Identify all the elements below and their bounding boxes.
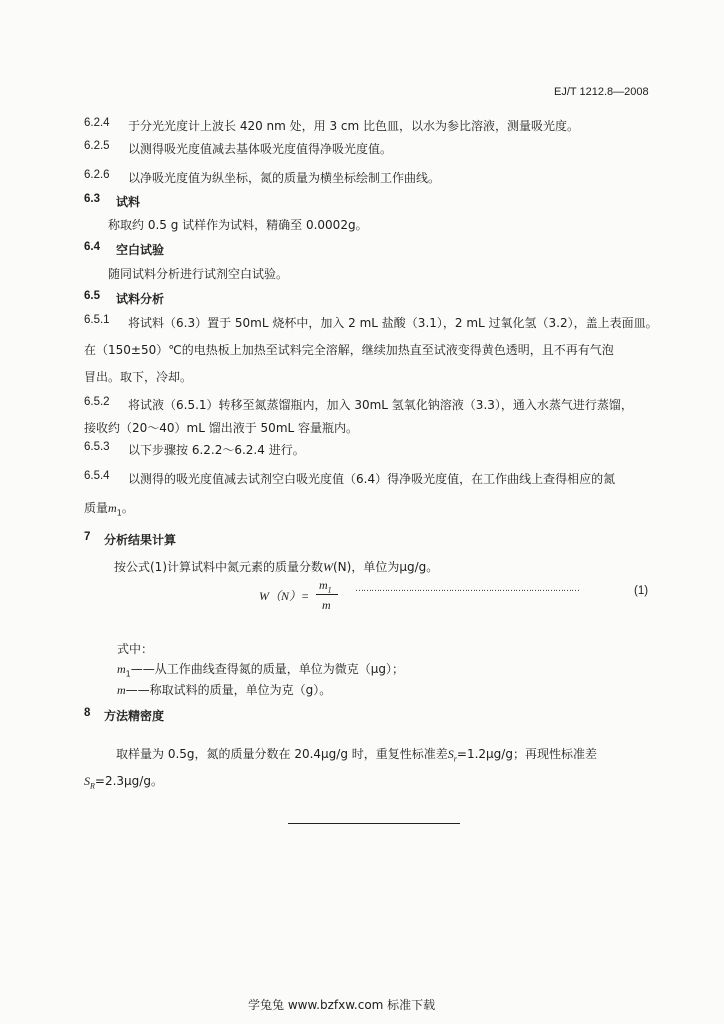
var-S: S: [447, 747, 454, 761]
clause-text: 接收约（20～40）mL 馏出液于 50mL 容量瓶内。: [84, 421, 359, 435]
clause-number: 6.2.6: [84, 169, 110, 181]
clause-text: 以测得的吸光度值减去试剂空白吸光度值（6.4）得净吸光度值，在工作曲线上查得相应的氮: [128, 472, 616, 486]
section-title: 方法精密度: [104, 709, 165, 723]
intro-post: (N)，单位为μg/g。: [333, 560, 439, 574]
where-text: ——称取试料的质量，单位为克（g）。: [125, 683, 332, 697]
section-body: 称取约 0.5 g 试样作为试料，精确至 0.0002g。: [108, 218, 368, 232]
clause-number: 6.2.5: [84, 140, 110, 152]
section-body: 随同试料分析进行试剂空白试验。: [108, 267, 289, 281]
section-body: [116, 745, 597, 763]
clause-text: 以测得吸光度值减去基体吸光度值得净吸光度值。: [128, 142, 393, 156]
clause-text: 以净吸光度值为纵坐标，氮的质量为横坐标绘制工作曲线。: [128, 171, 441, 185]
where-label: 式中：: [117, 642, 154, 656]
clause-text: 将试料（6.3）置于 50mL 烧杯中，加入 2 mL 盐酸（3.1），2 mL 过氧化氢（3.2），盖上表面皿。: [128, 316, 658, 330]
section-number: 6.3: [84, 193, 100, 205]
section-title: 试料: [116, 195, 141, 209]
formula-denominator: m: [322, 598, 331, 612]
clause-text: 将试液（6.5.1）转移至氮蒸馏瓶内，加入 30mL 氢氧化钠溶液（3.3），通入水蒸气进行蒸馏，: [128, 398, 633, 412]
var-m: m: [117, 683, 126, 697]
var-S: S: [84, 774, 90, 788]
formula-lhs: W（N）=: [259, 589, 310, 603]
precision-post: =2.3μg/g。: [94, 774, 163, 788]
formula-m: m: [319, 578, 328, 592]
section-body: [84, 772, 163, 790]
formula-sub: 1: [327, 585, 332, 595]
footer-watermark: 学兔兔 www.bzfxw.com 标准下载: [248, 998, 436, 1012]
var-W: W: [323, 560, 333, 574]
var-m: m: [117, 662, 126, 676]
clause-text: 在（150±50）℃的电热板上加热至试料完全溶解，继续加热直至试液变得黄色透明，且不再有气泡: [84, 343, 614, 357]
var-subscript: r: [453, 754, 457, 764]
section-body: [114, 558, 438, 575]
var-subscript: 1: [116, 508, 122, 518]
clause-text: 以下步骤按 6.2.2～6.2.4 进行。: [128, 443, 305, 457]
text-prefix: 质量: [84, 501, 109, 515]
leader-dots: …………………………………………………………………………: [355, 584, 579, 594]
formula-label: (1): [634, 585, 649, 597]
precision-post: =1.2μg/g；再现性标准差: [456, 747, 597, 761]
clause-number: 6.5.1: [84, 314, 110, 326]
fraction-bar: [316, 594, 338, 595]
standard-code: EJ/T 1212.8—2008: [554, 86, 649, 98]
intro-pre: 按公式(1)计算试料中氮元素的质量分数: [114, 560, 323, 574]
text-suffix: 。: [121, 501, 134, 515]
clause-number: 6.2.4: [84, 117, 110, 129]
section-number: 6.4: [84, 241, 100, 253]
clause-text: 冒出。取下，冷却。: [84, 370, 193, 384]
var-m: m: [108, 501, 117, 515]
section-title: 试料分析: [116, 292, 165, 306]
end-rule: [288, 823, 460, 824]
section-number: 8: [84, 707, 91, 719]
clause-number: 6.5.4: [84, 470, 110, 482]
clause-text: [84, 499, 134, 517]
where-item: [117, 681, 331, 698]
clause-text: 于分光光度计上波长 420 nm 处，用 3 cm 比色皿，以水为参比溶液，测量吸光度。: [128, 119, 580, 133]
section-title: 空白试验: [116, 243, 165, 257]
section-title: 分析结果计算: [104, 533, 177, 547]
formula-numerator: [319, 578, 332, 594]
section-number: 7: [84, 531, 91, 543]
clause-number: 6.5.3: [84, 441, 110, 453]
clause-number: 6.5.2: [84, 396, 110, 408]
section-number: 6.5: [84, 290, 100, 302]
where-text: ——从工作曲线查得氮的质量，单位为微克（μg）；: [130, 662, 405, 676]
where-item: [117, 660, 404, 678]
precision-pre: 取样量为 0.5g，氮的质量分数在 20.4μg/g 时，重复性标准差: [116, 747, 448, 761]
var-subscript: R: [90, 781, 95, 791]
var-subscript: 1: [125, 669, 131, 679]
